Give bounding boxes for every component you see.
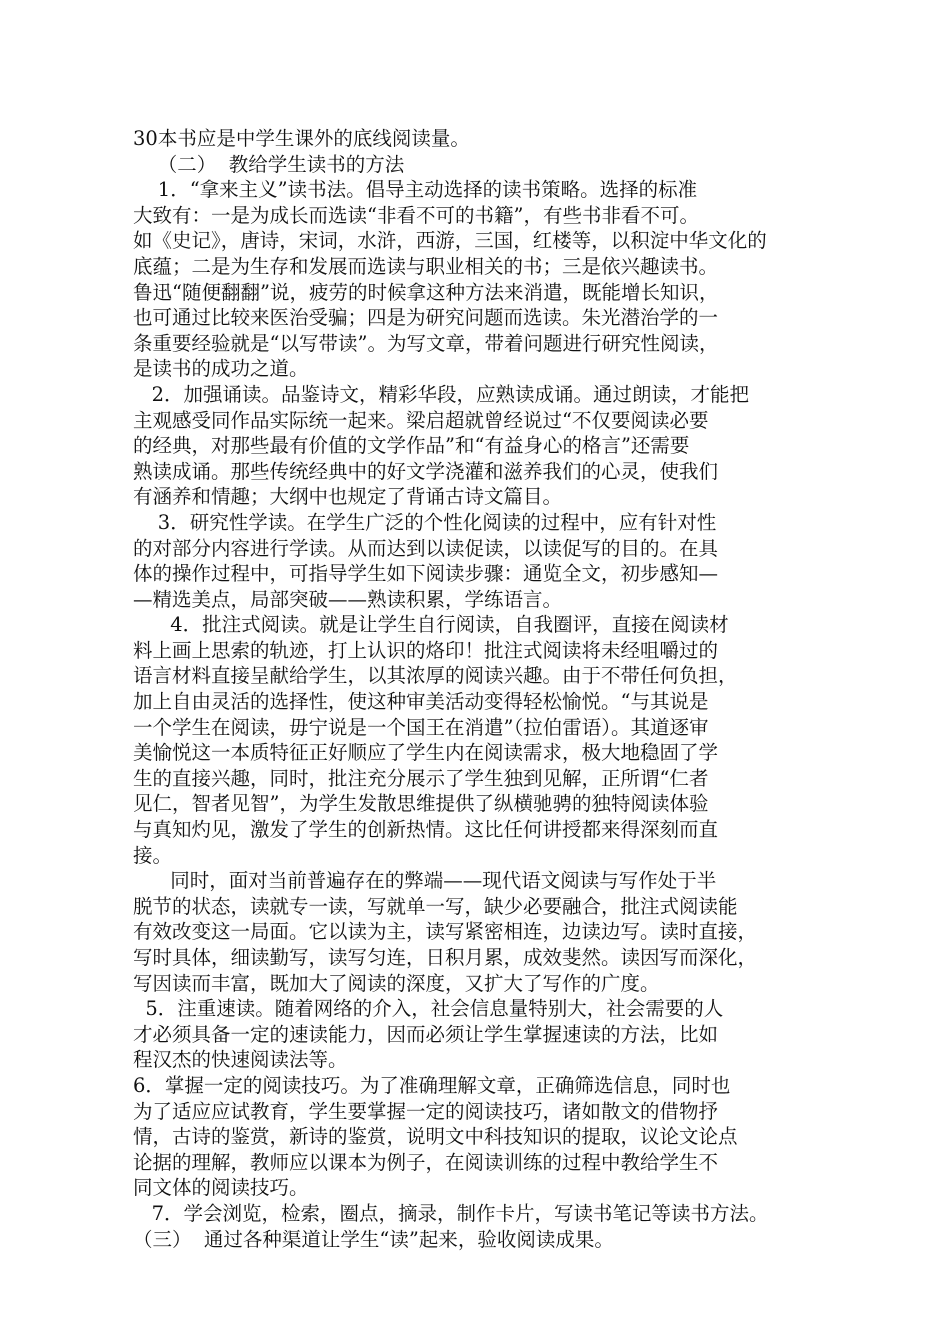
text-line: 有涵养和情趣；大纲中也规定了背诵古诗文篇目。 [133, 485, 563, 509]
text-line: 的经典，对那些最有价值的文学作品”和“有益身心的格言”还需要 [133, 434, 690, 458]
text-line: 料上画上思索的轨迹，打上认识的烙印！批注式阅读将未经咀嚼过的 [133, 638, 719, 662]
text-line: 加上自由灵活的选择性，使这种审美活动变得轻松愉悦。“与其说是 [133, 690, 709, 714]
text-line: 6．掌握一定的阅读技巧。为了准确理解文章，正确筛选信息，同时也 [133, 1073, 731, 1097]
text-line: 程汉杰的快速阅读法等。 [133, 1048, 348, 1072]
text-line: 与真知灼见，激发了学生的创新热情。这比任何讲授都来得深刻而直 [133, 818, 719, 842]
text-line: 30本书应是中学生课外的底线阅读量。 [133, 127, 470, 150]
text-line: 如《史记》，唐诗，宋词，水浒，西游，三国，红楼等，以积淀中华文化的 [133, 229, 767, 253]
text-line: （三） 通过各种渠道让学生“读”起来，验收阅读成果。 [133, 1227, 614, 1251]
text-line: 同文体的阅读技巧。 [133, 1176, 309, 1200]
text-line: 脱节的状态，读就专一读，写就单一写，缺少必要融合，批注式阅读能 [133, 894, 738, 918]
text-line: 生的直接兴趣，同时，批注充分展示了学生独到见解，正所谓“仁者 [133, 766, 709, 790]
text-line: 大致有：一是为成长而选读“非看不可的书籍”，有些书非看不可。 [133, 203, 699, 227]
text-line: 有效改变这一局面。它以读为主，读写紧密相连，边读边写。读时直接， [133, 920, 758, 944]
text-line: 写时具体，细读勤写，读写匀连，日积月累，成效斐然。读因写而深化， [133, 946, 758, 969]
text-line: 接。 [133, 843, 173, 867]
text-line: 也可通过比较来医治受骗；四是为研究问题而选读。朱光潜治学的一 [133, 306, 719, 330]
text-line: 5．注重速读。随着网络的介入，社会信息量特别大，社会需要的人 [133, 997, 724, 1021]
text-line: 1．“拿来主义”读书法。倡导主动选择的读书策略。选择的标准 [133, 178, 698, 202]
text-line: 3．研究性学读。在学生广泛的个性化阅读的过程中，应有针对性 [133, 510, 717, 534]
text-line: 才必须具备一定的速读能力，因而必须让学生掌握速读的方法，比如 [133, 1022, 719, 1046]
text-line: 见仁，智者见智”，为学生发散思维提供了纵横驰骋的独特阅读体验 [133, 792, 709, 816]
text-line: 是读书的成功之道。 [133, 357, 309, 381]
text-line: 鲁迅“随便翻翻”说，疲劳的时候拿这种方法来消遣，既能增长知识， [133, 280, 719, 304]
text-line: 写因读而丰富，既加大了阅读的深度，又扩大了写作的广度。 [133, 971, 660, 995]
text-line: —精选美点，局部突破——熟读积累，学练语言。 [133, 587, 563, 611]
text-line: 论据的理解，教师应以课本为例子，在阅读训练的过程中教给学生不 [133, 1150, 719, 1174]
text-line: 熟读成诵。那些传统经典中的好文学浇灌和滋养我们的心灵，使我们 [133, 459, 719, 483]
text-line: 2．加强诵读。品鉴诗文，精彩华段，应熟读成诵。通过朗读，才能把 [133, 382, 750, 406]
text-line: 7．学会浏览，检索，圈点，摘录，制作卡片，写读书笔记等读书方法。 [133, 1201, 769, 1225]
text-line: 底蕴；二是为生存和发展而选读与职业相关的书；三是依兴趣读书。 [133, 254, 719, 278]
text-line: 为了适应应试教育，学生要掌握一定的阅读技巧，诸如散文的借物抒 [133, 1099, 719, 1123]
text-line: 主观感受同作品实际统一起来。梁启超就曾经说过“不仅要阅读必要 [133, 408, 709, 432]
text-line: （二） 教给学生读书的方法 [133, 152, 405, 176]
body-text [133, 126, 813, 1252]
text-line: 4．批注式阅读。就是让学生自行阅读，自我圈评，直接在阅读材 [133, 613, 729, 637]
text-line: 条重要经验就是“以写带读”。为写文章，带着问题进行研究性阅读， [133, 331, 719, 355]
text-line: 情，古诗的鉴赏，新诗的鉴赏，说明文中科技知识的提取，议论文论点 [133, 1125, 738, 1149]
text-line: 一个学生在阅读，毋宁说是一个国王在消遣”（拉伯雷语）。其道逐审 [133, 715, 709, 739]
text-line: 语言材料直接呈献给学生，以其浓厚的阅读兴趣。由于不带任何负担， [133, 664, 738, 688]
text-line: 的对部分内容进行学读。从而达到以读促读，以读促写的目的。在具 [133, 536, 719, 560]
text-line: 体的操作过程中，可指导学生如下阅读步骤：通览全文，初步感知— [133, 562, 719, 586]
text-line: 美愉悦这一本质特征正好顺应了学生内在阅读需求，极大地稳固了学 [133, 741, 719, 765]
text-line: 同时，面对当前普遍存在的弊端——现代语文阅读与写作处于半 [133, 869, 717, 893]
